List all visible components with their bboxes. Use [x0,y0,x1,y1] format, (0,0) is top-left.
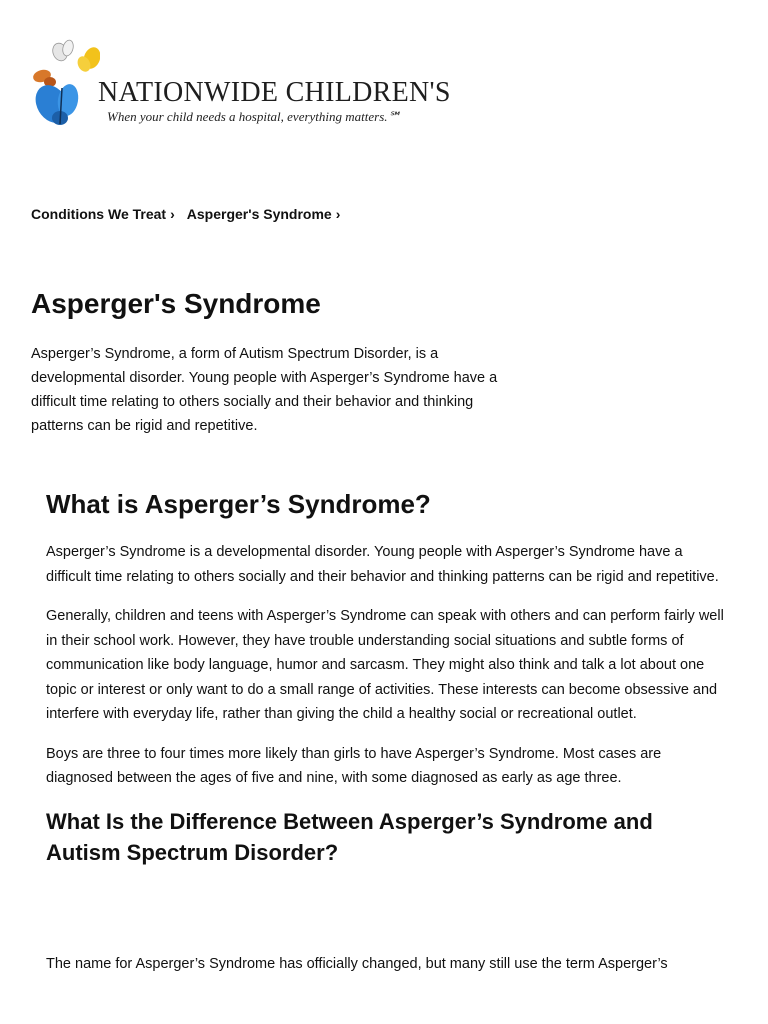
breadcrumb-aspergers-link[interactable]: Asperger's Syndrome [186,206,332,222]
section-heading-what-is: What is Asperger’s Syndrome? [46,489,431,519]
breadcrumb-separator: › [335,206,341,222]
page-title: Asperger's Syndrome [31,288,321,319]
section-heading-difference: What Is the Difference Between Asperger’s Syndrome and Autism Spectrum Disorder? [46,808,653,865]
site-logo[interactable] [30,38,451,130]
breadcrumb [31,206,352,222]
logo-tagline: When your child needs a hospital, everything matters.℠ [107,109,401,124]
butterfly-logo-icon [30,38,100,130]
page-intro: Asperger’s Syndrome, a form of Autism Spectrum Disorder, is a developmental disorder. Young people with Asperger’s Syndrome have a difficult time relating to others socially and their behavior and thinking patterns can be rigid and repetitive. [31,346,498,434]
breadcrumb-conditions-link[interactable]: Conditions We Treat [31,206,167,222]
section-paragraph: Boys are three to four times more likely than girls to have Asperger’s Syndrome. Most cases are diagnosed between the ages of five and nine, with some diagnosed as early as age three. [46,745,662,786]
breadcrumb-separator: › [170,206,175,222]
section-paragraph: The name for Asperger’s Syndrome has officially changed, but many still use the term Asperger’s [46,955,668,972]
section-paragraph: Asperger’s Syndrome is a developmental disorder. Young people with Asperger’s Syndrome have a difficult time relating to others socially and their behavior and thinking patterns can be rigid and repetitive. [46,544,719,585]
article-content [46,488,726,991]
section-paragraph: Generally, children and teens with Asperger’s Syndrome can speak with others and can perform fairly well in their school work. However, they have trouble understanding social situations and subtle forms of communication like body language, humor and sarcasm. They might also think and talk a lot about one topic or interest or only want to do a small range of activities. These interests can become obsessive and interfere with everyday life, rather than giving the child a healthy social or recreational outlet. [46,608,724,722]
logo-name: NATIONWIDE CHILDREN'S [98,77,451,108]
